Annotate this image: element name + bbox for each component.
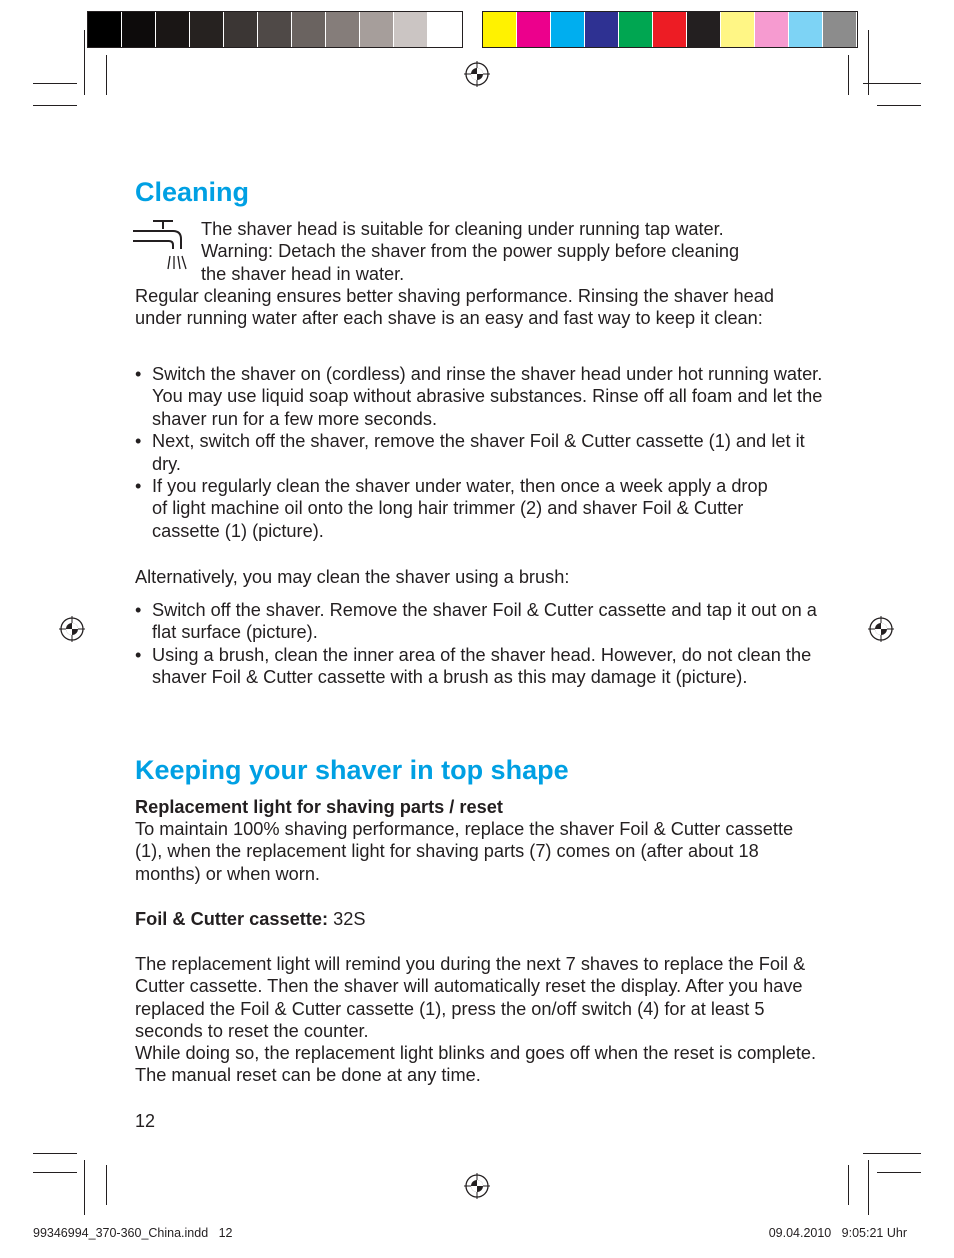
replacement-paragraph: To maintain 100% shaving performance, replace the shaver Foil & Cutter cassette (1), when the replacement light for shaving parts (7) comes on (after about 18 months) or when worn. [135, 819, 794, 884]
footer-timestamp: 09.04.2010 9:05:21 Uhr [768, 1226, 907, 1240]
color-swatch [653, 12, 687, 47]
color-swatch [428, 12, 462, 47]
color-swatch [122, 12, 156, 47]
color-swatch [619, 12, 653, 47]
color-swatch [360, 12, 394, 47]
color-swatch [190, 12, 224, 47]
color-swatch [88, 12, 122, 47]
crop-mark [868, 1160, 869, 1215]
color-swatch [585, 12, 619, 47]
intro-line: Warning: Detach the shaver from the power supply before cleaning [201, 241, 740, 262]
color-swatch [551, 12, 585, 47]
cassette-label: Foil & Cutter cassette: [135, 909, 329, 929]
registration-mark-icon [59, 616, 85, 642]
crop-mark [33, 83, 77, 84]
crop-mark [33, 105, 77, 106]
color-swatch [823, 12, 857, 47]
tap-water-icon [133, 219, 189, 273]
color-swatch [755, 12, 789, 47]
registration-mark-icon [464, 61, 490, 87]
list-item: • Using a brush, clean the inner area of the shaver head. However, do not clean the shaver Foil & Cutter cassette with a brush as this may damage it (picture). [135, 644, 825, 689]
crop-mark [877, 1172, 921, 1173]
cleaning-steps-list [135, 363, 825, 542]
cleaning-intro [201, 218, 831, 285]
footer-filename: 99346994_370-360_China.indd 12 [33, 1226, 233, 1240]
crop-mark [106, 1165, 107, 1205]
list-item: • Switch off the shaver. Remove the shaver Foil & Cutter cassette and tap it out on a flat surface (picture). [135, 599, 825, 644]
intro-line: the shaver head in water. [201, 263, 405, 284]
reset-paragraph: The replacement light will remind you during the next 7 shaves to replace the Foil & Cutter cassette. Then the shaver will automatically reset the display. After you have replaced the Foil & Cutter cassette (1), press the on/off switch (4) for at least 5 seconds to reset the counter. [135, 954, 806, 1042]
crop-mark [848, 1165, 849, 1205]
replacement-light-subheading: Replacement light for shaving parts / reset [135, 797, 503, 817]
list-item: • Switch the shaver on (cordless) and rinse the shaver head under hot running water. You may use liquid soap without abrasive substances. Rinse off all foam and let the shaver run for a few more seconds. [135, 363, 825, 430]
color-swatch [224, 12, 258, 47]
color-swatch [687, 12, 721, 47]
color-swatch [483, 12, 517, 47]
crop-mark [84, 1160, 85, 1215]
page-number: 12 [135, 1111, 156, 1131]
color-swatch [517, 12, 551, 47]
cassette-value: 32S [328, 909, 366, 929]
crop-mark [106, 55, 107, 95]
crop-mark [868, 30, 869, 95]
crop-mark [33, 1172, 77, 1173]
list-item: • Next, switch off the shaver, remove the shaver Foil & Cutter cassette (1) and let it dry. [135, 430, 825, 475]
intro-line: The shaver head is suitable for cleaning under running tap water. [201, 219, 724, 239]
gray-calibration-bar [87, 11, 463, 48]
crop-mark [84, 30, 85, 95]
color-swatch [292, 12, 326, 47]
brush-steps-list [135, 599, 825, 689]
registration-mark-icon [464, 1173, 490, 1199]
cassette-line [135, 908, 825, 930]
color-swatch [721, 12, 755, 47]
regular-cleaning-paragraph: Regular cleaning ensures better shaving performance. Rinsing the shaver head under running water after each shave is an easy and fast way to keep it clean: [135, 286, 774, 329]
color-swatch [326, 12, 360, 47]
list-item: • If you regularly clean the shaver under water, then once a week apply a drop of light machine oil onto the long hair trimmer (2) and shaver Foil & Cutter cassette (1) (picture). [135, 475, 825, 542]
registration-mark-icon [868, 616, 894, 642]
keeping-heading: Keeping your shaver in top shape [135, 755, 569, 785]
crop-mark [863, 1153, 921, 1154]
color-swatch [789, 12, 823, 47]
crop-mark [863, 83, 921, 84]
color-swatch [258, 12, 292, 47]
color-swatch [394, 12, 428, 47]
color-swatch [156, 12, 190, 47]
blink-paragraph: While doing so, the replacement light blinks and goes off when the reset is complete. The manual reset can be done at any time. [135, 1043, 817, 1086]
alternative-paragraph: Alternatively, you may clean the shaver using a brush: [135, 567, 570, 587]
cleaning-heading: Cleaning [135, 177, 250, 207]
crop-mark [33, 1153, 77, 1154]
crop-mark [848, 55, 849, 95]
color-calibration-bar [482, 11, 858, 48]
crop-mark [877, 105, 921, 106]
